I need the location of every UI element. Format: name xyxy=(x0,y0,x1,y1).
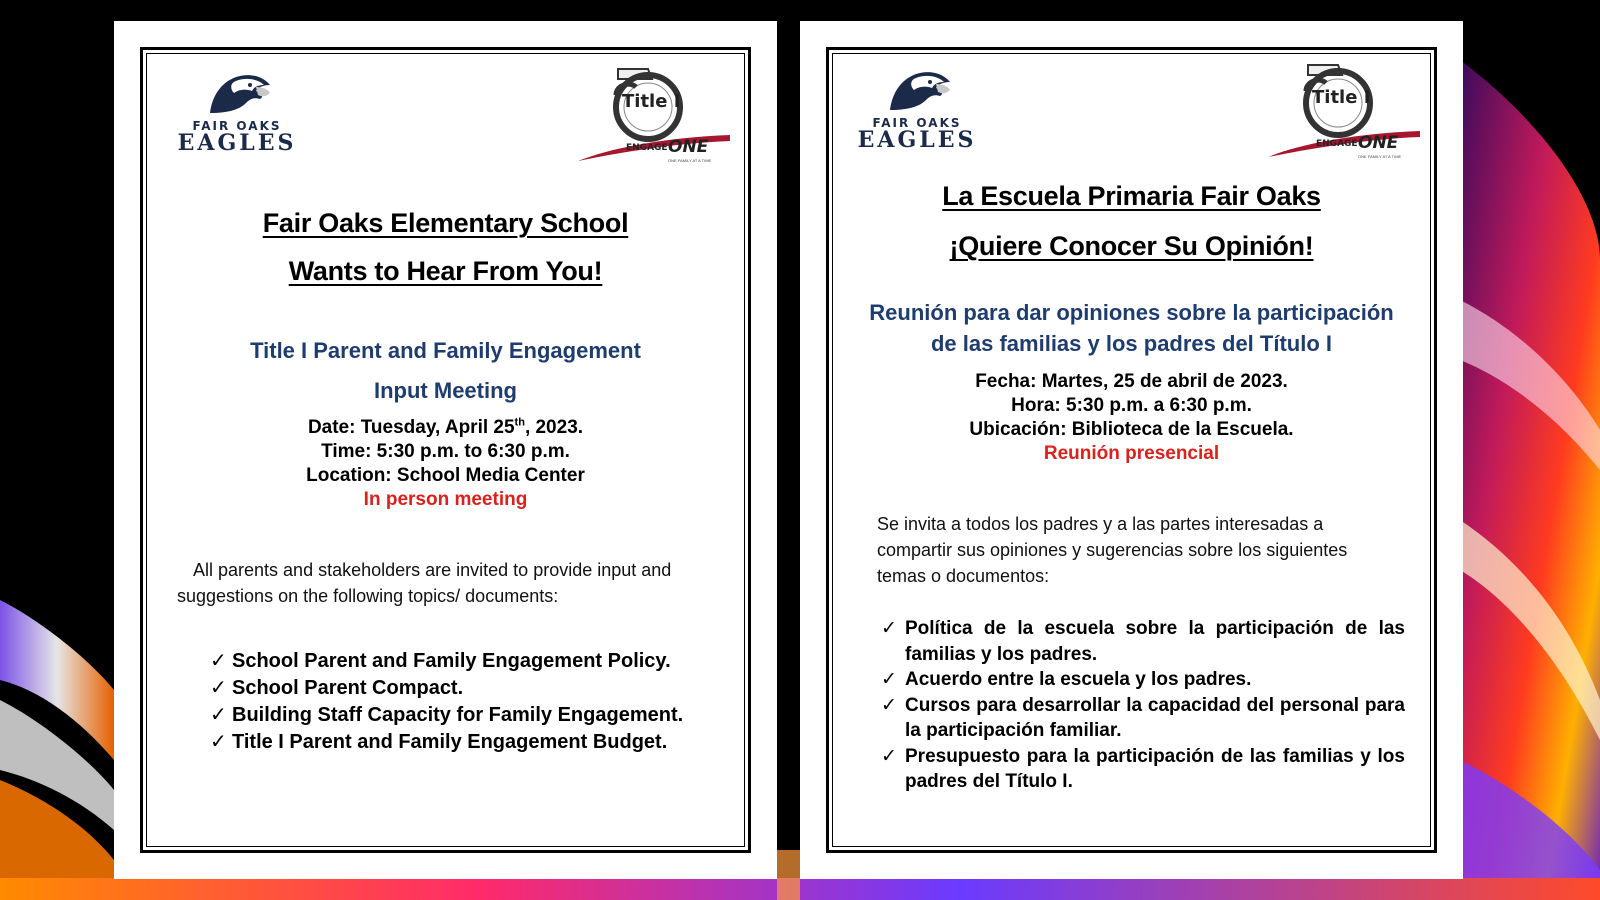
check-icon: ✓ xyxy=(210,704,227,726)
check-icon: ✓ xyxy=(881,745,897,767)
subhead-line-2: de las familias y los padres del Título I xyxy=(930,331,1333,356)
invitation-text: Se invita a todos los padres y a las partes interesadas a compartir sus opiniones y sugerencias sobre los siguientes temas o documentos: xyxy=(877,514,1348,586)
title-i-engage-one-logo xyxy=(578,65,733,170)
topics-list xyxy=(881,616,1405,795)
list-item: ✓ School Parent and Family Engagement Policy. xyxy=(210,648,730,675)
check-icon: ✓ xyxy=(881,618,897,639)
topics-list xyxy=(210,648,730,756)
fair-oaks-eagles-logo xyxy=(172,69,302,159)
subhead-line-1: Title I Parent and Family Engagement xyxy=(250,338,641,363)
one-tagline: ONE FAMILY AT A TIME xyxy=(668,158,712,163)
meeting-date: Date: Tuesday, April 25th, 2023. xyxy=(307,416,584,438)
meeting-time: Time: 5:30 p.m. to 6:30 p.m. xyxy=(321,441,570,462)
check-icon: ✓ xyxy=(210,677,227,699)
headline-line-1: Fair Oaks Elementary School xyxy=(262,208,629,238)
fair-oaks-eagles-logo xyxy=(852,66,982,156)
invitation-text: All parents and stakeholders are invited to provide input and suggestions on the following topics/ documents: xyxy=(177,560,672,606)
list-item: ✓ Política de la escuela sobre la participación de las familias y los padres. xyxy=(881,618,1405,665)
meeting-type: Reunión presencial xyxy=(1043,443,1220,464)
spanish-flyer xyxy=(800,21,1463,879)
check-icon: ✓ xyxy=(210,650,227,672)
title-i-engage-one-logo xyxy=(1268,61,1423,166)
meeting-location: Ubicación: Biblioteca de la Escuela. xyxy=(969,419,1294,440)
list-item: ✓ Acuerdo entre la escuela y los padres. xyxy=(881,667,1405,693)
engage-label: ENGAGE xyxy=(626,143,668,153)
title-i-badge-icon xyxy=(1268,61,1423,166)
meeting-type: In person meeting xyxy=(363,489,528,510)
one-label: ONE xyxy=(668,137,709,157)
meeting-date: Fecha: Martes, 25 de abril de 2023. xyxy=(975,371,1288,392)
title-i-label: Title I xyxy=(1312,87,1371,108)
logo-text-fair-oaks: FAIR OAKS xyxy=(872,116,962,130)
list-item: ✓ Presupuesto para la participación de las familias y los padres del Título I. xyxy=(881,745,1405,792)
headline-line-2: ¡Quiere Conocer Su Opinión! xyxy=(949,231,1314,261)
list-item: ✓ Title I Parent and Family Engagement Budget. xyxy=(210,729,730,756)
meeting-location: Location: School Media Center xyxy=(306,465,585,486)
check-icon: ✓ xyxy=(210,731,227,753)
eagle-head-icon xyxy=(206,69,272,117)
list-item: ✓ Cursos para desarrollar la capacidad del personal para la participación familiar. xyxy=(881,694,1405,741)
logo-text-eagles: EAGLES xyxy=(177,130,297,156)
eagle-head-icon xyxy=(886,66,952,114)
list-item: ✓ Building Staff Capacity for Family Engagement. xyxy=(210,702,730,729)
list-item: ✓ School Parent Compact. xyxy=(210,675,730,702)
meeting-details xyxy=(114,416,777,512)
check-icon: ✓ xyxy=(881,669,897,690)
one-label: ONE xyxy=(1358,133,1399,153)
logo-text-eagles: EAGLES xyxy=(857,127,977,153)
logo-text-fair-oaks: FAIR OAKS xyxy=(192,119,282,133)
one-tagline: ONE FAMILY AT A TIME xyxy=(1358,154,1402,159)
english-flyer xyxy=(114,21,777,879)
engage-label: ENGAGE xyxy=(1316,139,1358,149)
subhead-line-1: Reunión para dar opiniones sobre la participación xyxy=(869,300,1394,325)
subhead-line-2: Input Meeting xyxy=(374,378,517,403)
title-i-label: Title I xyxy=(622,91,681,112)
headline-line-1: La Escuela Primaria Fair Oaks xyxy=(942,181,1321,211)
meeting-time: Hora: 5:30 p.m. a 6:30 p.m. xyxy=(1011,395,1252,416)
meeting-details xyxy=(800,370,1463,466)
title-i-badge-icon xyxy=(578,65,733,170)
check-icon: ✓ xyxy=(881,694,897,716)
headline-line-2: Wants to Hear From You! xyxy=(288,256,603,286)
